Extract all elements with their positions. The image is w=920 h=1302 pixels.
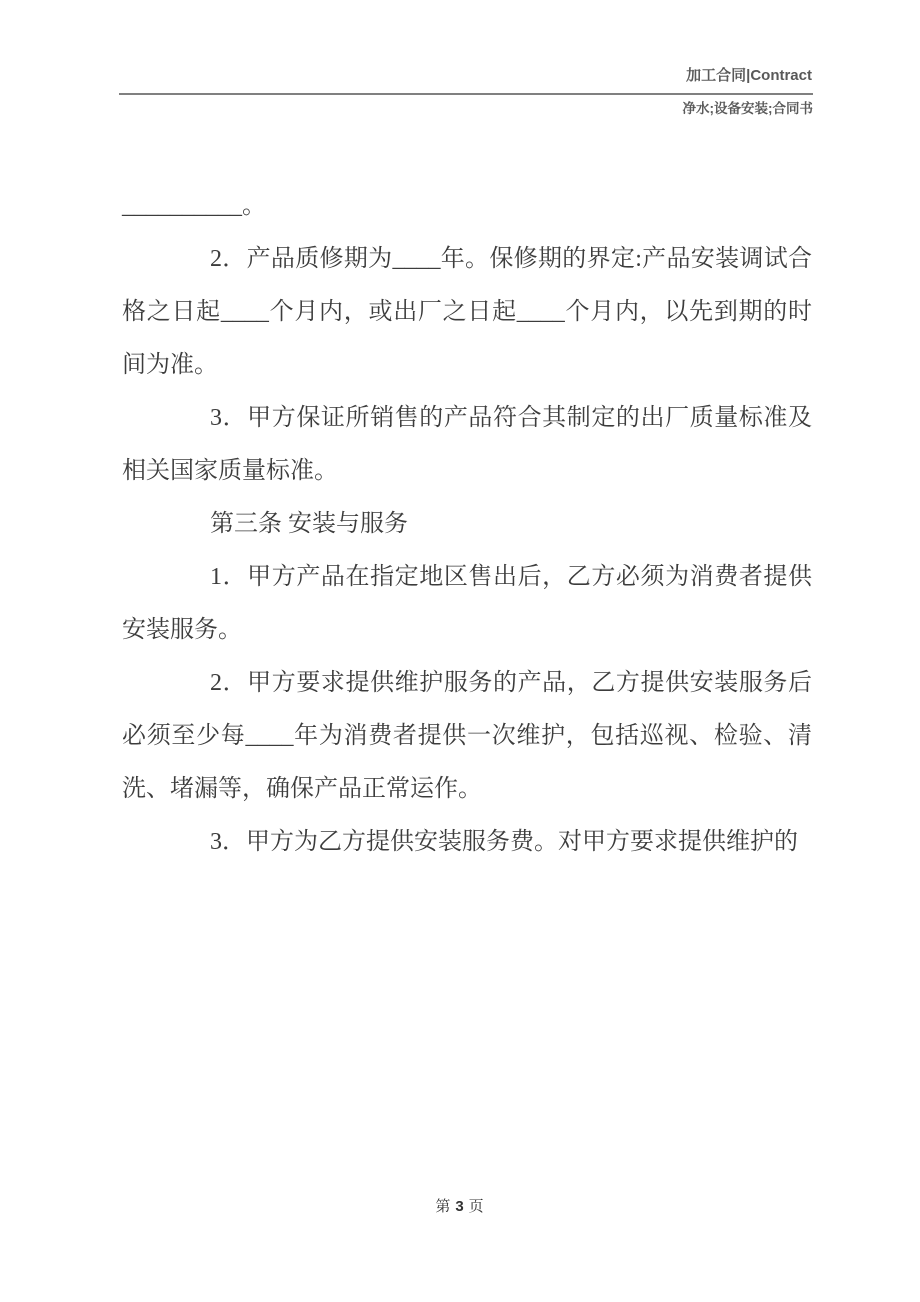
- page-number: 3: [455, 1198, 465, 1215]
- page-footer: [0, 1196, 920, 1218]
- header-divider: [119, 93, 813, 95]
- clause-warranty-period: 2．产品质修期为____年。保修期的界定:产品安装调试合格之日起____个月内，或出厂之日起____个月内，以先到期的时间为准。: [122, 246, 812, 378]
- clause-installation-service: 1．甲方产品在指定地区售出后，乙方必须为消费者提供安装服务。: [122, 564, 812, 643]
- page-number-prefix: 第: [435, 1199, 452, 1215]
- page-number-suffix: 页: [468, 1199, 485, 1215]
- section-heading-article-3: 第三条 安装与服务: [210, 511, 408, 537]
- document-body: [122, 180, 812, 869]
- header-category-label: 加工合同|Contract: [686, 67, 812, 84]
- clause-installation-fee: 3．甲方为乙方提供安装服务费。对甲方要求提供维护的: [210, 829, 798, 855]
- clause-quality-standard: 3．甲方保证所销售的产品符合其制定的出厂质量标准及相关国家质量标准。: [122, 405, 812, 484]
- blank-fill-line: __________。: [122, 193, 266, 219]
- clause-maintenance-service: 2．甲方要求提供维护服务的产品，乙方提供安装服务后必须至少每____年为消费者提供一次维护，包括巡视、检验、清洗、堵漏等，确保产品正常运作。: [122, 670, 812, 802]
- header-subtitle: 净水;设备安装;合同书: [682, 101, 813, 116]
